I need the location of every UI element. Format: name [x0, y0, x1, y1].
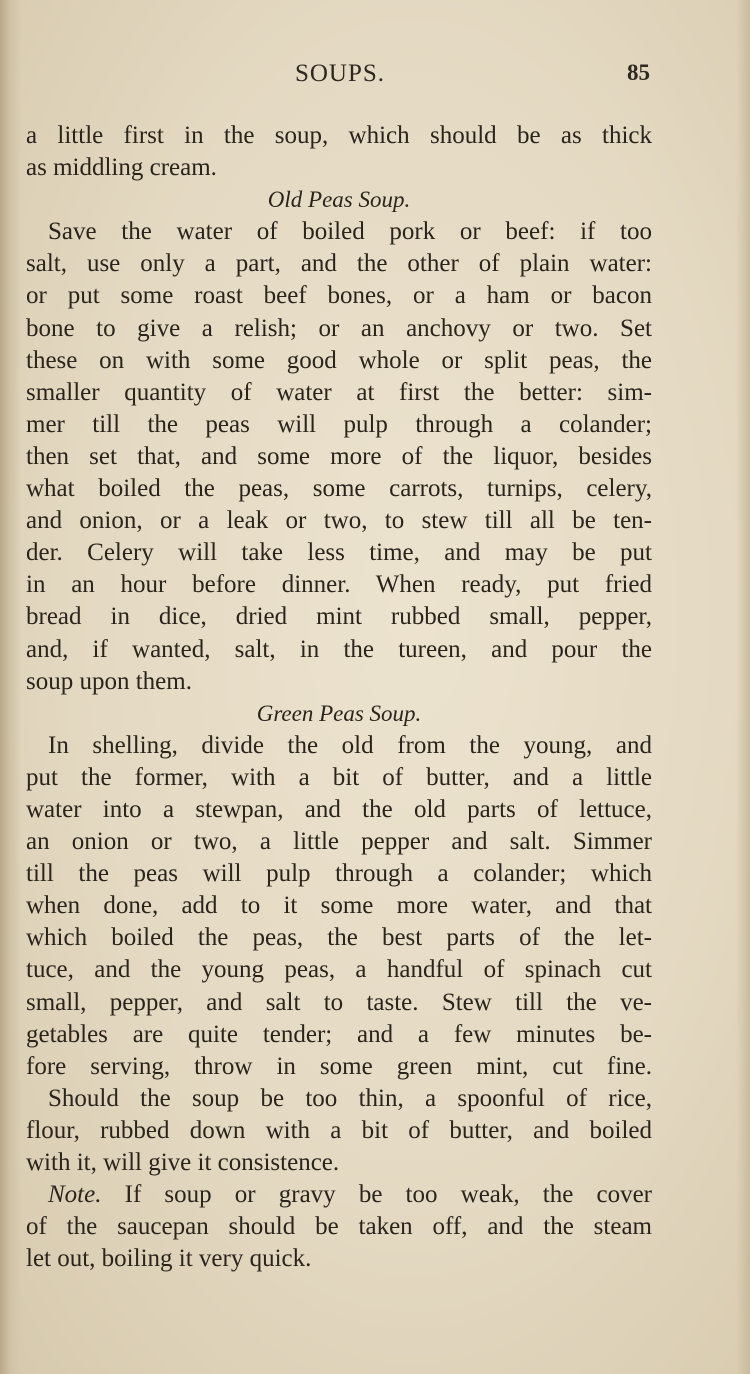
note-text: If soup or gravy be too weak, the cover — [101, 1181, 652, 1209]
text-line: a little first in the soup, which should be as thick — [26, 122, 652, 149]
page-number: 85 — [627, 60, 650, 85]
text-line: these on with some good whole or split peas, the — [26, 346, 652, 374]
text-line: then set that, and some more of the liquor, besides — [26, 442, 652, 470]
text-line: which boiled the peas, the best parts of the let- — [26, 924, 652, 952]
page-edge-shadow — [736, 0, 750, 1374]
text-line: fore serving, throw in some green mint, cut fine. — [26, 1052, 652, 1080]
text-line: in an hour before dinner. When ready, put fried — [26, 571, 652, 599]
running-title: SOUPS. — [294, 60, 386, 87]
text-line: water into a stewpan, and the old parts of lettuce, — [26, 795, 652, 823]
text-line: bread in dice, dried mint rubbed small, pepper, — [26, 603, 652, 631]
text-line: getables are quite tender; and a few minutes be- — [26, 1020, 652, 1048]
text-line: what boiled the peas, some carrots, turnips, celery, — [26, 475, 652, 503]
text-line: with it, will give it consistence. — [26, 1149, 340, 1176]
text-line: soup upon them. — [26, 667, 192, 695]
text-line: tuce, and the young peas, a handful of spinach cut — [26, 956, 652, 984]
text-line: and, if wanted, salt, in the tureen, and pour the — [26, 635, 652, 663]
note-label: Note. — [48, 1181, 102, 1209]
text-line: salt, use only a part, and the other of plain water: — [26, 250, 652, 278]
section-heading-old-peas-soup: Old Peas Soup. — [267, 187, 411, 213]
gutter-shadow — [0, 0, 22, 1374]
running-head — [30, 60, 650, 96]
note-line — [26, 1179, 652, 1211]
text-line: der. Celery will take less time, and may be put — [26, 539, 652, 567]
text-line: mer till the peas will pulp through a colander; — [26, 410, 652, 438]
text-line: of the saucepan should be taken off, and the steam — [26, 1213, 652, 1241]
text-line: Should the soup be too thin, a spoonful of rice, — [48, 1084, 652, 1112]
text-line: small, pepper, and salt to taste. Stew till the ve- — [26, 988, 652, 1016]
text-line: as middling cream. — [26, 154, 217, 182]
text-block — [26, 120, 652, 1275]
text-line: till the peas will pulp through a colander; which — [26, 860, 652, 888]
text-line: smaller quantity of water at first the better: sim- — [26, 378, 652, 406]
text-line: Save the water of boiled pork or beef: if too — [48, 218, 652, 246]
text-line: put the former, with a bit of butter, and a little — [26, 763, 652, 791]
text-line: and onion, or a leak or two, to stew till all be ten- — [26, 507, 652, 535]
section-heading-green-peas-soup: Green Peas Soup. — [256, 700, 422, 726]
text-line: when done, add to it some more water, and that — [26, 892, 652, 920]
text-line: let out, boiling it very quick. — [26, 1245, 312, 1273]
text-line: or put some roast beef bones, or a ham or bacon — [26, 282, 652, 310]
text-line: an onion or two, a little pepper and salt. Simmer — [26, 828, 652, 856]
text-line: flour, rubbed down with a bit of butter, and boiled — [26, 1116, 652, 1144]
text-line: bone to give a relish; or an anchovy or two. Set — [26, 314, 652, 342]
text-line: In shelling, divide the old from the young, and — [48, 731, 652, 759]
